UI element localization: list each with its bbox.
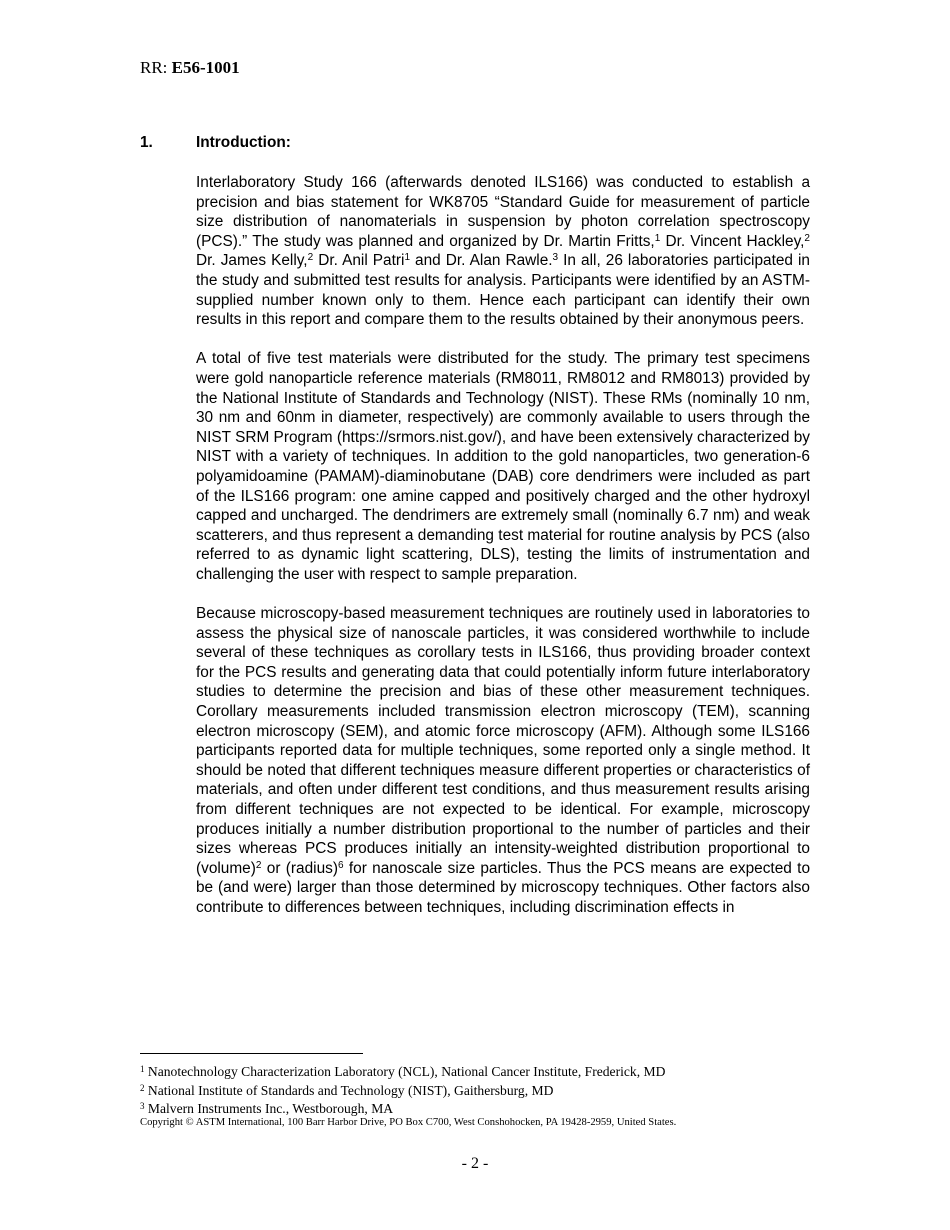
- paragraph-2: A total of five test materials were distributed for the study. The primary test specimens were gold nanoparticle reference materials (RM8011, RM8012 and RM8013) provided by the National Institute of Standards and Technology (NIST). These RMs (nominally 10 nm, 30 nm and 60nm in diameter, respectively) are commonly available to users through the NIST SRM Program (https://srmors.nist.gov/), and have been extensively characterized by NIST with a variety of techniques. In addition to the gold nanoparticles, two generation-6 polyamidoamine (PAMAM)-diaminobutane (DAB) core dendrimers were included as part of the ILS166 program: one amine capped and positively charged and the other hydroxyl capped and uncharged. The dendrimers are extremely small (nominally 6.7 nm) and weak scatterers, and thus represent a demanding test material for routine analysis by PCS (also referred to as dynamic light scattering, DLS), testing the limits of instrumentation and challenging the user with respect to sample preparation.: [196, 350, 810, 583]
- footnote-ref: 1: [654, 232, 661, 244]
- p1-text-6: In all, 26 laboratories participated in the study and submitted test results for analysis. Participants were identified by an ASTM-supplied number known only to them. Hence each participant can identify their own results in this report and compare them to the results obtained by their anonymous peers.: [196, 252, 810, 329]
- body-text: [196, 173, 810, 918]
- footnote: [140, 1082, 665, 1101]
- footnote-mark: 3: [140, 1101, 145, 1111]
- page-number: - 2 -: [461, 1155, 489, 1172]
- p1-text-2: Dr. Vincent Hackley,: [660, 232, 805, 250]
- p1-text-1: Interlaboratory Study 166 (afterwards denoted ILS166) was conducted to establish a precision and bias statement for WK8705 “Standard Guide for measurement of particle size distribution of nanomaterials in suspension by photon correlation spectroscopy (PCS).” The study was planned and organized by Dr. Martin Fritts,: [196, 174, 810, 250]
- section-heading: [140, 134, 291, 152]
- footnote-ref: 1: [404, 252, 410, 264]
- footnote-mark: 2: [140, 1082, 145, 1093]
- p3-text-2: or (radius): [261, 859, 338, 877]
- report-label: RR:: [140, 58, 168, 77]
- footnote-text: Nanotechnology Characterization Laboratory (NCL), National Cancer Institute, Frederick, MD: [147, 1064, 666, 1079]
- footnote-mark: 1: [140, 1064, 145, 1074]
- copyright-notice: Copyright © ASTM International, 100 Barr Harbor Drive, PO Box C700, West Conshohocken, PA 19428-2959, United States.: [140, 1117, 677, 1128]
- superscript: 6: [337, 859, 344, 871]
- footnote: [140, 1063, 665, 1082]
- footnote-text: National Institute of Standards and Technology (NIST), Gaithersburg, MD: [147, 1082, 554, 1098]
- paragraph-1: [196, 173, 810, 330]
- report-header: [140, 58, 240, 78]
- footnote-ref: 2: [804, 232, 810, 244]
- superscript: 2: [255, 859, 262, 871]
- paragraph-3: [196, 604, 810, 918]
- footnote-ref: 2: [307, 252, 314, 264]
- p1-text-4: Dr. Anil Patri: [313, 252, 405, 270]
- footnote-divider: [140, 1053, 363, 1054]
- section-number: 1.: [140, 134, 153, 151]
- section-title: Introduction:: [196, 134, 291, 151]
- footnote: [140, 1100, 665, 1119]
- footnote-ref: 3: [552, 252, 559, 264]
- footnotes: [140, 1063, 665, 1119]
- p1-text-5: and Dr. Alan Rawle.: [410, 252, 553, 270]
- footnote-text: Malvern Instruments Inc., Westborough, MA: [147, 1101, 394, 1116]
- p1-text-3: Dr. James Kelly,: [196, 252, 308, 270]
- report-id: E56-1001: [171, 58, 240, 77]
- p3-text-3: for nanoscale size particles. Thus the PCS means are expected to be (and were) larger than those determined by microscopy techniques. Other factors also contribute to differences between techniques, including discrimination effects in: [196, 859, 811, 916]
- p3-text-1: Because microscopy-based measurement techniques are routinely used in laboratories to assess the physical size of nanoscale particles, it was considered worthwhile to include several of these techniques as corollary tests in ILS166, thus providing broader context for the PCS results and generating data that could potentially inform future interlaboratory studies to determine the precision and bias of these other measurement techniques. Corollary measurements included transmission electron microscopy (TEM), scanning electron microscopy (SEM), and atomic force microscopy (AFM). Although some ILS166 participants reported data for multiple techniques, some reported only a single method. It should be noted that different techniques measure different properties or characteristics of materials, and often under different test conditions, and thus measurement results arising from different techniques are not expected to be identical. For example, microscopy produces initially a number distribution proportional to the number of particles and their sizes whereas PCS produces initially an intensity-weighted distribution proportional to (volume): [196, 605, 810, 877]
